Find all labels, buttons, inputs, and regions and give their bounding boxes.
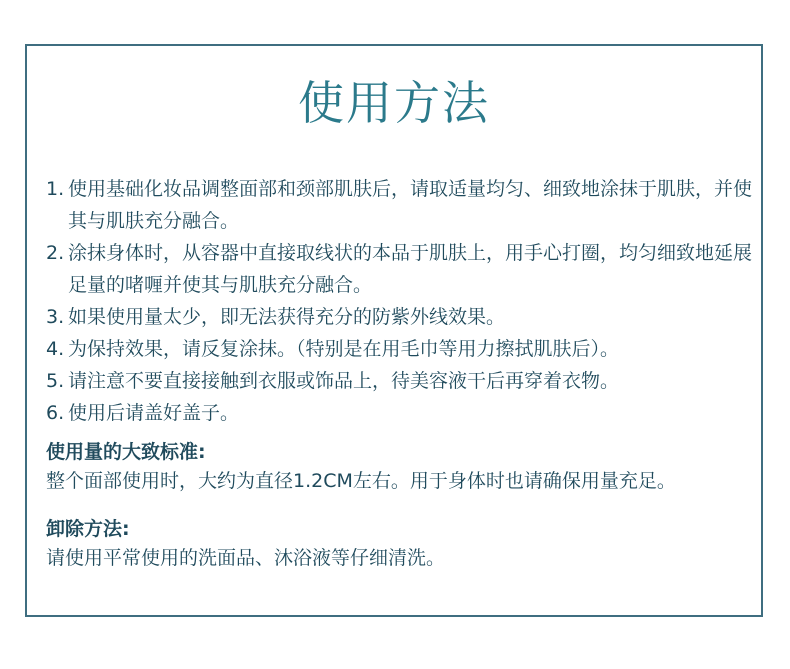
- step-number: 4.: [46, 338, 65, 360]
- usage-amount-heading: 使用量的大致标准:: [46, 441, 206, 463]
- step-text: 使用基础化妆品调整面部和颈部肌肤后，请取适量均匀、细致地涂抹于肌肤，并使其与肌肤充分融合。: [68, 178, 753, 232]
- usage-step-2: [46, 237, 758, 301]
- step-number: 5.: [46, 370, 65, 392]
- step-text: 为保持效果，请反复涂抹。（特别是在用毛巾等用力擦拭肌肤后）。: [68, 338, 620, 360]
- step-number: 1.: [46, 178, 65, 200]
- usage-amount-text: 整个面部使用时，大约为直径1.2CM左右。用于身体时也请确保用量充足。: [46, 470, 676, 492]
- step-number: 3.: [46, 306, 65, 328]
- usage-step-1: [46, 173, 758, 237]
- usage-step-4: [46, 333, 758, 365]
- usage-step-6: [46, 397, 758, 429]
- page-title: 使用方法: [298, 76, 490, 130]
- step-text: 如果使用量太少，即无法获得充分的防紫外线效果。: [68, 306, 506, 328]
- removal-heading: 卸除方法:: [46, 518, 130, 540]
- step-text: 使用后请盖好盖子。: [68, 402, 240, 424]
- usage-amount-section: [46, 438, 761, 496]
- step-number: 6.: [46, 402, 65, 424]
- usage-step-3: [46, 301, 758, 333]
- step-number: 2.: [46, 242, 65, 264]
- removal-text: 请使用平常使用的洗面品、沐浴液等仔细清洗。: [46, 547, 446, 569]
- usage-step-5: [46, 365, 758, 397]
- step-text: 涂抹身体时，从容器中直接取线状的本品于肌肤上，用手心打圈，均匀细致地延展足量的啫喱并使其与肌肤充分融合。: [68, 242, 753, 296]
- removal-section: [46, 515, 761, 573]
- instructions-panel: [25, 44, 763, 617]
- step-text: 请注意不要直接接触到衣服或饰品上，待美容液干后再穿着衣物。: [68, 370, 620, 392]
- usage-steps-list: [46, 173, 758, 429]
